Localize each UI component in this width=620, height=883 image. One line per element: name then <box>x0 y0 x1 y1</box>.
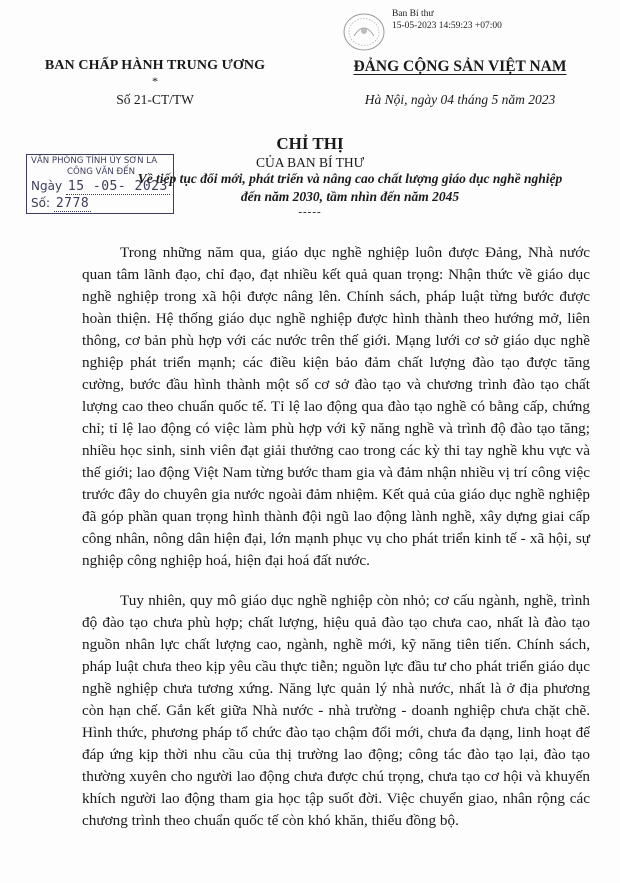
stamp-received-label: CÔNG VĂN ĐẾN <box>67 167 136 177</box>
stamp-date-label: Ngày <box>31 179 63 193</box>
stamp-number-value: 2778 <box>55 196 90 211</box>
issuing-organization: BAN CHẤP HÀNH TRUNG ƯƠNG <box>44 58 266 73</box>
stamp-date-value: 15 -05- 2023 <box>67 179 168 194</box>
document-type-title: CHỈ THỊ <box>276 134 344 153</box>
document-topic <box>100 170 600 206</box>
document-issuer: CỦA BAN BÍ THƯ <box>255 155 365 170</box>
stamp-date-row <box>31 179 170 194</box>
document-body <box>82 242 590 850</box>
party-name: ĐẢNG CỘNG SẢN VIỆT NAM <box>353 58 567 75</box>
signature-timestamp: 15-05-2023 14:59:23 +07:00 <box>392 21 502 31</box>
topic-line-2: đến năm 2030, tầm nhìn đến năm 2045 <box>240 189 460 204</box>
topic-line-1: Về tiếp tục đổi mới, phát triển và nâng cao chất lượng giáo dục nghề nghiệp <box>137 171 563 186</box>
received-stamp <box>26 154 174 214</box>
stamp-number-row <box>31 196 91 211</box>
body-paragraph-1: Trong những năm qua, giáo dục nghề nghiệp luôn được Đảng, Nhà nước quan tâm lãnh đạo, chỉ đạo, đạt nhiều kết quả quan trọng: Nhận thức về giáo dục nghề nghiệp trong xã hội được nâng lên. Chính sách, pháp luật từng bước được hoàn thiện. Hệ thống giáo dục nghề nghiệp được hình thành theo hướng mở, liên thông, cơ bản phù hợp với các nước trên thế giới. Mạng lưới cơ sở giáo dục nghề nghiệp phát triển mạnh; các điều kiện bảo đảm chất lượng đào tạo được tăng cường, bước đầu hình thành một số cơ sở đào tạo và chương trình đào tạo chất lượng cao theo chuẩn quốc tế. Tỉ lệ lao động qua đào tạo nghề có bằng cấp, chứng chỉ; tỉ lệ lao động có việc làm phù hợp với kỹ năng nghề và trình độ đào tạo tăng; nhiều học sinh, sinh viên đạt giải thưởng cao trong các kỳ thi tay nghề khu vực và thế giới; lao động Việt Nam từng bước tham gia và đảm nhận nhiều vị trí công việc trước đây do chuyên gia nước ngoài đảm nhiệm. Kết quả của giáo dục nghề nghiệp đã góp phần quan trọng hình thành đội ngũ lao động lành nghề, xây dựng giai cấp công nhân, nông dân hiện đại, lớn mạnh phục vụ cho phát triển kinh tế - xã hội, sự nghiệp công nghiệp hoá, hiện đại hoá đất nước. <box>82 244 590 569</box>
digital-signature-info <box>392 8 502 32</box>
signature-signer: Ban Bí thư <box>392 9 434 19</box>
party-emblem-seal-icon <box>342 12 386 52</box>
document-number: Số 21-CT/TW <box>116 92 194 107</box>
title-separator: ----- <box>298 206 322 218</box>
body-paragraph-2: Tuy nhiên, quy mô giáo dục nghề nghiệp còn nhỏ; cơ cấu ngành, nghề, trình độ đào tạo chưa phù hợp; chất lượng, hiệu quả đào tạo chưa cao, nhất là đào tạo nguồn nhân lực chất lượng cao, ngành, nghề mới, kỹ năng tiên tiến. Chính sách, pháp luật chưa theo kịp yêu cầu thực tiễn; nguồn lực đầu tư cho phát triển giáo dục nghề nghiệp chưa tương xứng. Năng lực quản lý nhà nước, nhất là ở địa phương còn hạn chế. Gắn kết giữa Nhà nước - nhà trường - doanh nghiệp chưa chặt chẽ. Hình thức, phương pháp tổ chức đào tạo chậm đổi mới, chưa đa dạng, linh hoạt để đáp ứng kịp thời nhu cầu của thị trường lao động; công tác đào tạo lại, đào tạo thường xuyên cho người lao động chưa được chú trọng, chưa tạo cơ hội và khuyến khích người lao động tham gia học tập suốt đời. Việc chuyển giao, nhân rộng các chương trình theo chuẩn quốc tế còn khó khăn, thiếu đồng bộ. <box>82 592 590 829</box>
header-star: * <box>152 74 158 88</box>
stamp-number-label: Số: <box>31 196 51 210</box>
place-and-date: Hà Nội, ngày 04 tháng 5 năm 2023 <box>364 92 556 107</box>
stamp-office: VĂN PHÒNG TỈNH ỦY SƠN LA <box>31 156 158 166</box>
